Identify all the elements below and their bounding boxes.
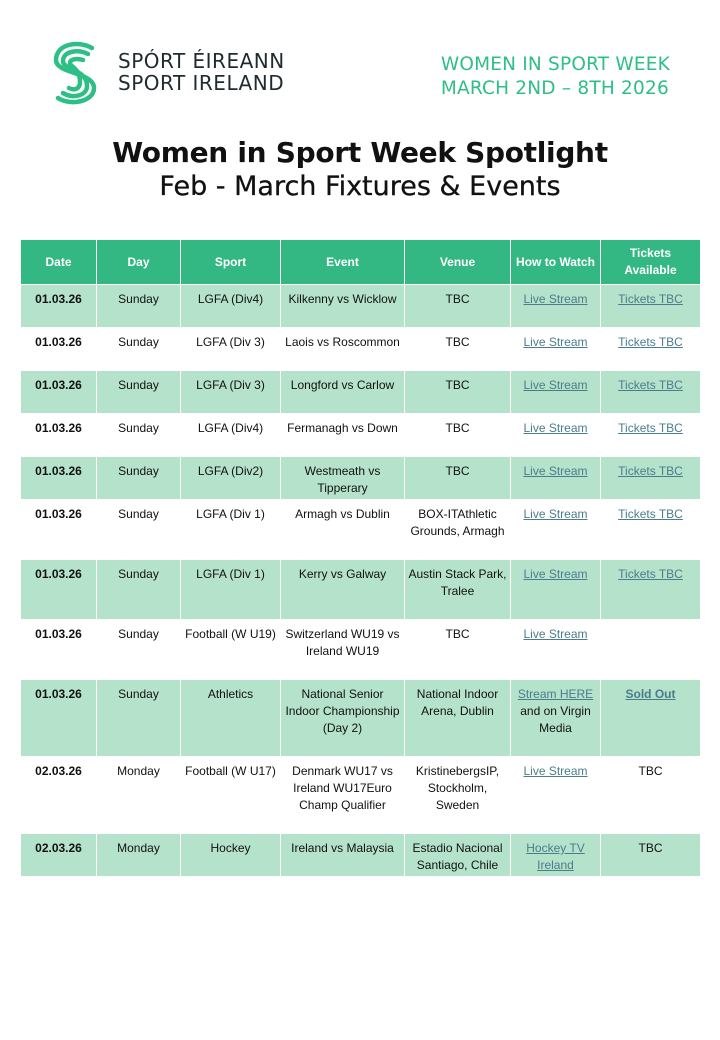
header-venue: Venue bbox=[405, 240, 511, 285]
live-stream-link[interactable]: Live Stream bbox=[523, 627, 588, 641]
table-row bbox=[21, 757, 701, 834]
table-row bbox=[21, 414, 701, 457]
cell-day: Sunday bbox=[97, 620, 181, 680]
tickets-link[interactable]: Tickets TBC bbox=[618, 335, 683, 349]
live-stream-link[interactable]: Live Stream bbox=[523, 464, 588, 478]
cell-day: Monday bbox=[97, 834, 181, 877]
header-day: Day bbox=[97, 240, 181, 285]
live-stream-link[interactable]: Live Stream bbox=[523, 335, 588, 349]
watch-note: and on Virgin Media bbox=[520, 704, 591, 735]
cell-event: Switzerland WU19 vs Ireland WU19 bbox=[281, 620, 405, 680]
cell-date: 01.03.26 bbox=[21, 328, 97, 371]
headline-title: Women in Sport Week Spotlight bbox=[112, 136, 608, 169]
cell-sport: Football (W U19) bbox=[181, 620, 281, 680]
cell-sport: LGFA (Div 3) bbox=[181, 371, 281, 414]
tickets-link[interactable]: Tickets TBC bbox=[618, 421, 683, 435]
cell-date: 01.03.26 bbox=[21, 285, 97, 328]
cell-day: Sunday bbox=[97, 285, 181, 328]
cell-sport: Athletics bbox=[181, 680, 281, 757]
live-stream-link[interactable]: Live Stream bbox=[523, 292, 588, 306]
table-header-row bbox=[21, 240, 701, 285]
cell-day: Sunday bbox=[97, 560, 181, 620]
cell-day: Monday bbox=[97, 757, 181, 834]
tickets-link[interactable]: Tickets TBC bbox=[618, 464, 683, 478]
cell-tickets bbox=[601, 620, 701, 680]
cell-sport: LGFA (Div4) bbox=[181, 285, 281, 328]
cell-event: Kerry vs Galway bbox=[281, 560, 405, 620]
cell-day: Sunday bbox=[97, 457, 181, 500]
cell-sport: Football (W U17) bbox=[181, 757, 281, 834]
cell-watch bbox=[511, 757, 601, 834]
cell-venue: TBC bbox=[405, 457, 511, 500]
tickets-link[interactable]: Tickets TBC bbox=[618, 378, 683, 392]
header-event: Event bbox=[281, 240, 405, 285]
table-row bbox=[21, 680, 701, 757]
cell-watch bbox=[511, 285, 601, 328]
cell-day: Sunday bbox=[97, 680, 181, 757]
cell-day: Sunday bbox=[97, 414, 181, 457]
cell-event: Ireland vs Malaysia bbox=[281, 834, 405, 877]
cell-tickets bbox=[601, 680, 701, 757]
cell-venue: Estadio Nacional Santiago, Chile bbox=[405, 834, 511, 877]
cell-venue: TBC bbox=[405, 285, 511, 328]
fixtures-table bbox=[20, 239, 701, 877]
table-row bbox=[21, 457, 701, 500]
table-row bbox=[21, 560, 701, 620]
cell-tickets bbox=[601, 500, 701, 560]
cell-date: 02.03.26 bbox=[21, 834, 97, 877]
cell-date: 01.03.26 bbox=[21, 620, 97, 680]
live-stream-link[interactable]: Live Stream bbox=[523, 378, 588, 392]
cell-event: Armagh vs Dublin bbox=[281, 500, 405, 560]
live-stream-link[interactable]: Live Stream bbox=[523, 567, 588, 581]
cell-watch bbox=[511, 457, 601, 500]
cell-date: 01.03.26 bbox=[21, 371, 97, 414]
cell-tickets bbox=[601, 457, 701, 500]
cell-date: 02.03.26 bbox=[21, 757, 97, 834]
cell-watch bbox=[511, 371, 601, 414]
headline-subtitle: Feb - March Fixtures & Events bbox=[159, 171, 561, 202]
cell-sport: LGFA (Div 1) bbox=[181, 500, 281, 560]
cell-sport: LGFA (Div 1) bbox=[181, 560, 281, 620]
cell-watch bbox=[511, 834, 601, 877]
tickets-link[interactable]: Tickets TBC bbox=[618, 507, 683, 521]
stream-here-link[interactable]: Stream HERE bbox=[517, 687, 594, 701]
cell-venue: KristinebergsIP, Stockholm, Sweden bbox=[405, 757, 511, 834]
header-date: Date bbox=[21, 240, 97, 285]
cell-event: Westmeath vs Tipperary bbox=[281, 457, 405, 500]
cell-tickets bbox=[601, 560, 701, 620]
cell-venue: Austin Stack Park, Tralee bbox=[405, 560, 511, 620]
cell-watch bbox=[511, 414, 601, 457]
header-how-to-watch: How to Watch bbox=[511, 240, 601, 285]
cell-watch bbox=[511, 500, 601, 560]
cell-sport: Hockey bbox=[181, 834, 281, 877]
live-stream-link[interactable]: Live Stream bbox=[523, 507, 588, 521]
cell-venue: National Indoor Arena, Dublin bbox=[405, 680, 511, 757]
live-stream-link[interactable]: Live Stream bbox=[523, 421, 588, 435]
cell-date: 01.03.26 bbox=[21, 457, 97, 500]
cell-tickets bbox=[601, 371, 701, 414]
tickets-link[interactable]: Tickets TBC bbox=[618, 567, 683, 581]
sold-out-link[interactable]: Sold Out bbox=[625, 687, 676, 701]
cell-date: 01.03.26 bbox=[21, 500, 97, 560]
cell-tickets: TBC bbox=[601, 834, 701, 877]
cell-watch bbox=[511, 680, 601, 757]
live-stream-link[interactable]: Live Stream bbox=[523, 764, 588, 778]
cell-date: 01.03.26 bbox=[21, 414, 97, 457]
header-tickets: Tickets Available bbox=[601, 240, 701, 285]
cell-sport: LGFA (Div 3) bbox=[181, 328, 281, 371]
event-title-dates: MARCH 2ND – 8TH 2026 bbox=[440, 78, 669, 99]
cell-event: Denmark WU17 vs Ireland WU17Euro Champ Qualifier bbox=[281, 757, 405, 834]
sport-ireland-swirl-icon bbox=[48, 38, 108, 108]
cell-watch bbox=[511, 620, 601, 680]
cell-sport: LGFA (Div4) bbox=[181, 414, 281, 457]
cell-event: Kilkenny vs Wicklow bbox=[281, 285, 405, 328]
cell-event: Longford vs Carlow bbox=[281, 371, 405, 414]
cell-date: 01.03.26 bbox=[21, 680, 97, 757]
event-title-line1: WOMEN IN SPORT WEEK bbox=[440, 54, 670, 75]
table-row bbox=[21, 285, 701, 328]
logo-line-irish: SPÓRT ÉIREANN bbox=[118, 49, 285, 74]
cell-tickets bbox=[601, 414, 701, 457]
cell-watch bbox=[511, 560, 601, 620]
table-row bbox=[21, 500, 701, 560]
cell-venue: TBC bbox=[405, 371, 511, 414]
header-sport: Sport bbox=[181, 240, 281, 285]
cell-tickets bbox=[601, 328, 701, 371]
cell-sport: LGFA (Div2) bbox=[181, 457, 281, 500]
cell-event: Laois vs Roscommon bbox=[281, 328, 405, 371]
cell-venue: BOX-ITAthletic Grounds, Armagh bbox=[405, 500, 511, 560]
cell-venue: TBC bbox=[405, 620, 511, 680]
cell-venue: TBC bbox=[405, 414, 511, 457]
tickets-link[interactable]: Tickets TBC bbox=[618, 292, 683, 306]
sport-ireland-logo bbox=[48, 38, 285, 108]
cell-event: National Senior Indoor Championship (Day 2) bbox=[281, 680, 405, 757]
cell-day: Sunday bbox=[97, 328, 181, 371]
event-title bbox=[441, 53, 670, 101]
hockey-tv-link[interactable]: Hockey TV Ireland bbox=[526, 841, 585, 872]
table-row bbox=[21, 328, 701, 371]
cell-event: Fermanagh vs Down bbox=[281, 414, 405, 457]
cell-tickets: TBC bbox=[601, 757, 701, 834]
cell-venue: TBC bbox=[405, 328, 511, 371]
page-headline bbox=[0, 136, 720, 204]
logo-line-english: SPORT IRELAND bbox=[118, 71, 285, 95]
table-row bbox=[21, 371, 701, 414]
cell-day: Sunday bbox=[97, 500, 181, 560]
cell-watch bbox=[511, 328, 601, 371]
cell-tickets bbox=[601, 285, 701, 328]
cell-date: 01.03.26 bbox=[21, 560, 97, 620]
cell-day: Sunday bbox=[97, 371, 181, 414]
table-row bbox=[21, 620, 701, 680]
table-row bbox=[21, 834, 701, 877]
